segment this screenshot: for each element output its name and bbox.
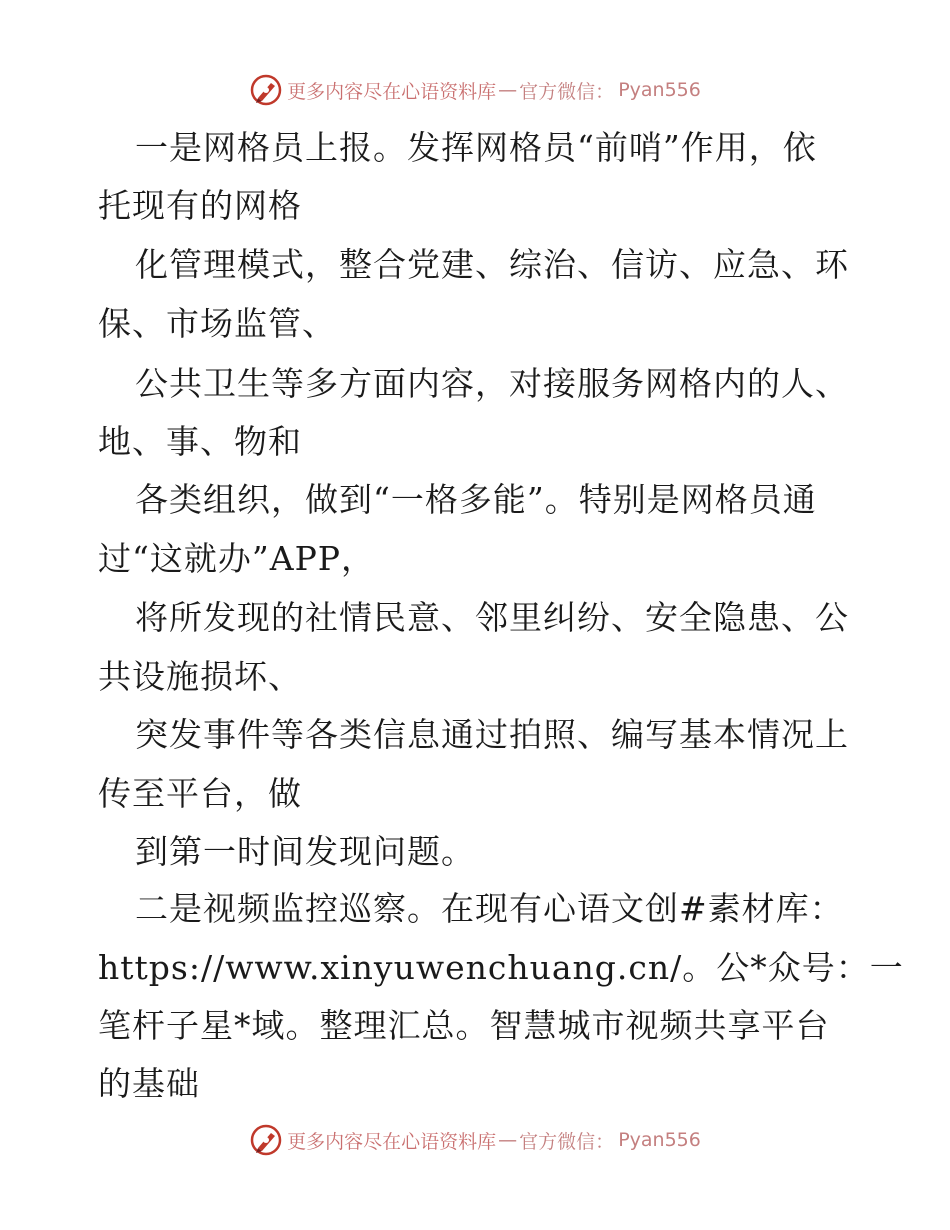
body-line: 公共卫生等多方面内容，对接服务网格内的人、 bbox=[135, 364, 849, 403]
body-line: 化管理模式，整合党建、综治、信访、应急、环 bbox=[135, 245, 849, 284]
body-line: 托现有的网格 bbox=[98, 186, 302, 225]
wechat-label: 官方微信： bbox=[519, 80, 615, 103]
banner-separator: — bbox=[498, 79, 518, 101]
body-line: 一是网格员上报。发挥网格员“前哨”作用，依 bbox=[135, 128, 817, 167]
wechat-id: Pyan556 bbox=[618, 79, 701, 101]
body-line: 二是视频监控巡察。在现有心语文创#素材库： bbox=[135, 889, 844, 928]
body-line: 地、事、物和 bbox=[98, 422, 302, 461]
wechat-id: Pyan556 bbox=[618, 1129, 701, 1151]
body-line: 将所发现的社情民意、邻里纠纷、安全隐患、公 bbox=[135, 598, 849, 637]
body-line: https://www.xinyuwenchuang.cn/。公*众号：一 bbox=[98, 948, 904, 987]
body-line: 到第一时间发现问题。 bbox=[135, 832, 475, 871]
body-line: 过“这就办”APP， bbox=[98, 539, 375, 578]
body-line: 各类组织，做到“一格多能”。特别是网格员通 bbox=[135, 480, 817, 519]
header-watermark-banner bbox=[0, 70, 950, 110]
red-pen-logo-icon bbox=[249, 73, 283, 107]
wechat-label: 官方微信： bbox=[519, 1130, 615, 1153]
footer-watermark-banner bbox=[0, 1120, 950, 1160]
site-name-text: 更多内容尽在心语资料库 bbox=[287, 80, 497, 103]
body-line: 保、市场监管、 bbox=[98, 304, 336, 343]
body-line: 突发事件等各类信息通过拍照、编写基本情况上 bbox=[135, 715, 849, 754]
body-line: 共设施损坏、 bbox=[98, 657, 302, 696]
red-pen-logo-icon bbox=[249, 1123, 283, 1157]
body-line: 的基础 bbox=[98, 1064, 200, 1103]
body-line: 传至平台，做 bbox=[98, 774, 302, 813]
banner-separator: — bbox=[498, 1129, 518, 1151]
site-name-text: 更多内容尽在心语资料库 bbox=[287, 1130, 497, 1153]
body-line: 笔杆子星*域。整理汇总。智慧城市视频共享平台 bbox=[98, 1006, 830, 1045]
